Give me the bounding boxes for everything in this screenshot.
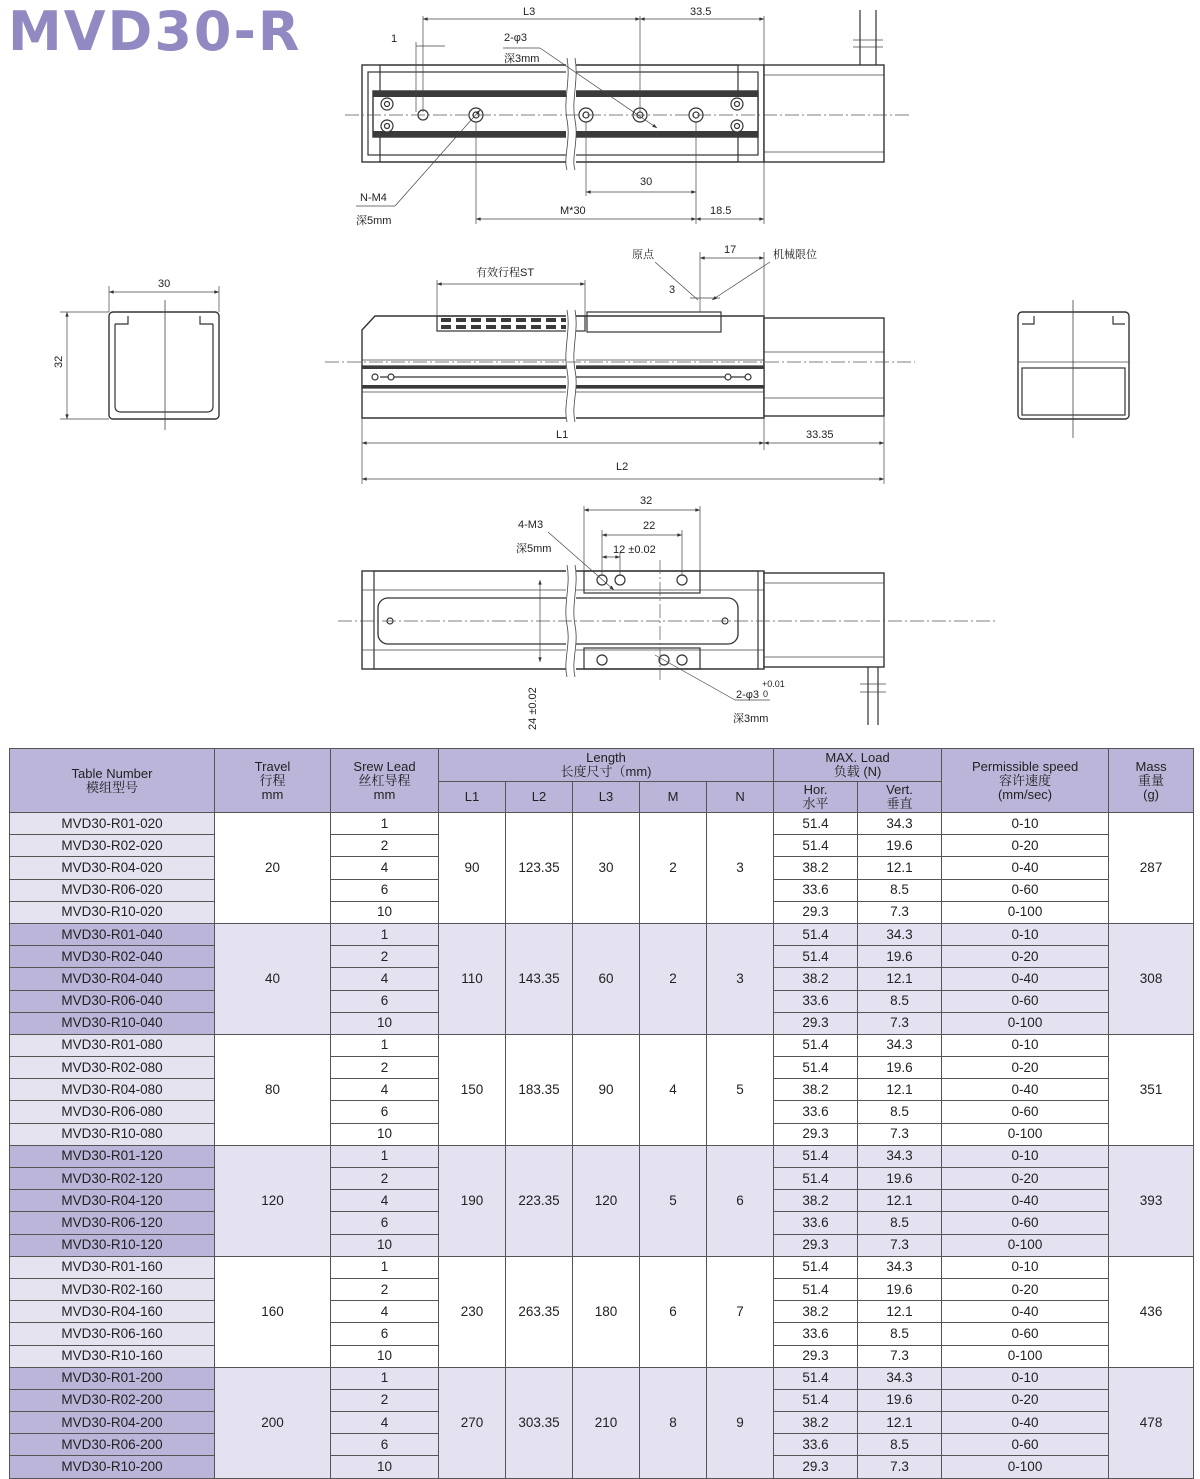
speed-cell: 0-10 xyxy=(942,923,1109,945)
l1-cell: 150 xyxy=(439,1034,506,1145)
vert-load-cell: 7.3 xyxy=(858,1234,942,1256)
vert-load-cell: 19.6 xyxy=(858,1168,942,1190)
lead-cell: 10 xyxy=(331,1456,439,1478)
model-cell: MVD30-R10-080 xyxy=(10,1123,215,1145)
l1-cell: 230 xyxy=(439,1256,506,1367)
hor-load-cell: 51.4 xyxy=(774,1389,858,1411)
lead-cell: 10 xyxy=(331,1123,439,1145)
hor-load-cell: 33.6 xyxy=(774,1434,858,1456)
mass-cell: 393 xyxy=(1109,1145,1194,1256)
mass-cell: 478 xyxy=(1109,1367,1194,1478)
top-holes-nm4: N-M4 xyxy=(360,192,387,204)
hor-load-cell: 33.6 xyxy=(774,990,858,1012)
model-cell: MVD30-R06-020 xyxy=(10,879,215,901)
table-group xyxy=(10,1256,1194,1367)
speed-cell: 0-60 xyxy=(942,1212,1109,1234)
bottom-dim-24: 24 ±0.02 xyxy=(527,687,539,730)
l2-cell: 223.35 xyxy=(506,1145,573,1256)
speed-cell: 0-100 xyxy=(942,901,1109,923)
lead-cell: 2 xyxy=(331,1057,439,1079)
travel-cell: 40 xyxy=(215,923,331,1034)
dim-l3: L3 xyxy=(523,6,536,18)
model-cell: MVD30-R01-200 xyxy=(10,1367,215,1389)
table-row xyxy=(10,1256,1194,1278)
table-group xyxy=(10,923,1194,1034)
bottom-dim-12: 12 ±0.02 xyxy=(613,544,656,556)
header-l1: L1 xyxy=(439,782,506,813)
bottom-view xyxy=(338,495,998,730)
model-cell: MVD30-R01-020 xyxy=(10,813,215,835)
l1-cell: 90 xyxy=(439,813,506,924)
table-group xyxy=(10,1145,1194,1256)
travel-cell: 160 xyxy=(215,1256,331,1367)
lead-cell: 4 xyxy=(331,1079,439,1101)
m-cell: 8 xyxy=(640,1367,707,1478)
vert-load-cell: 8.5 xyxy=(858,879,942,901)
hor-load-cell: 38.2 xyxy=(774,968,858,990)
side-view xyxy=(325,244,915,484)
origin-label: 原点 xyxy=(632,249,654,261)
hor-load-cell: 51.4 xyxy=(774,1145,858,1167)
speed-cell: 0-10 xyxy=(942,1367,1109,1389)
dim-l1: L1 xyxy=(556,429,569,441)
l1-cell: 110 xyxy=(439,923,506,1034)
lead-cell: 1 xyxy=(331,1256,439,1278)
model-cell: MVD30-R06-040 xyxy=(10,990,215,1012)
hor-load-cell: 29.3 xyxy=(774,901,858,923)
vert-load-cell: 8.5 xyxy=(858,990,942,1012)
model-cell: MVD30-R01-160 xyxy=(10,1256,215,1278)
hor-load-cell: 33.6 xyxy=(774,879,858,901)
top-holes-2phi3: 2-φ3 xyxy=(504,32,528,44)
vert-load-cell: 19.6 xyxy=(858,1278,942,1300)
hor-load-cell: 29.3 xyxy=(774,1012,858,1034)
model-cell: MVD30-R01-120 xyxy=(10,1145,215,1167)
vert-load-cell: 8.5 xyxy=(858,1212,942,1234)
travel-cell: 80 xyxy=(215,1034,331,1145)
speed-cell: 0-10 xyxy=(942,1145,1109,1167)
header-l3: L3 xyxy=(573,782,640,813)
hor-load-cell: 38.2 xyxy=(774,1412,858,1434)
speed-cell: 0-40 xyxy=(942,1190,1109,1212)
table-row xyxy=(10,813,1194,835)
hor-load-cell: 33.6 xyxy=(774,1323,858,1345)
hor-load-cell: 51.4 xyxy=(774,1057,858,1079)
hor-load-cell: 33.6 xyxy=(774,1212,858,1234)
lead-cell: 10 xyxy=(331,1234,439,1256)
lead-cell: 4 xyxy=(331,968,439,990)
table-row xyxy=(10,1034,1194,1056)
dim-3: 3 xyxy=(669,284,676,296)
dim-33-5: 33.5 xyxy=(690,6,712,18)
end-dim-30: 30 xyxy=(158,278,171,290)
bottom-holes-4m3: 4-M3 xyxy=(518,519,544,531)
right-end-view xyxy=(1018,300,1129,438)
speed-cell: 0-100 xyxy=(942,1456,1109,1478)
travel-cell: 120 xyxy=(215,1145,331,1256)
model-cell: MVD30-R02-080 xyxy=(10,1057,215,1079)
header-travel: Travel 行程 mm xyxy=(215,749,331,813)
m-cell: 6 xyxy=(640,1256,707,1367)
lead-cell: 1 xyxy=(331,813,439,835)
header-lead: Srew Lead 丝杠导程 mm xyxy=(331,749,439,813)
lead-cell: 6 xyxy=(331,1434,439,1456)
vert-load-cell: 12.1 xyxy=(858,968,942,990)
header-m: M xyxy=(640,782,707,813)
speed-cell: 0-100 xyxy=(942,1123,1109,1145)
vert-load-cell: 12.1 xyxy=(858,857,942,879)
lead-cell: 6 xyxy=(331,1323,439,1345)
speed-cell: 0-40 xyxy=(942,1079,1109,1101)
bottom-depth-3mm: 深3mm xyxy=(733,713,769,725)
table-row xyxy=(10,923,1194,945)
vert-load-cell: 8.5 xyxy=(858,1101,942,1123)
lead-cell: 2 xyxy=(331,1389,439,1411)
vert-load-cell: 34.3 xyxy=(858,1145,942,1167)
hor-load-cell: 51.4 xyxy=(774,835,858,857)
l3-cell: 180 xyxy=(573,1256,640,1367)
speed-cell: 0-40 xyxy=(942,1301,1109,1323)
hor-load-cell: 51.4 xyxy=(774,813,858,835)
top-depth-3mm: 深3mm xyxy=(504,53,540,65)
model-cell: MVD30-R10-160 xyxy=(10,1345,215,1367)
lead-cell: 6 xyxy=(331,1101,439,1123)
model-cell: MVD30-R04-160 xyxy=(10,1301,215,1323)
bottom-holes-2phi3: 2-φ3 xyxy=(736,689,760,701)
bottom-dim-22: 22 xyxy=(643,520,656,532)
table-row xyxy=(10,1367,1194,1389)
model-cell: MVD30-R10-200 xyxy=(10,1456,215,1478)
vert-load-cell: 7.3 xyxy=(858,1123,942,1145)
vert-load-cell: 7.3 xyxy=(858,1012,942,1034)
hor-load-cell: 51.4 xyxy=(774,1256,858,1278)
vert-load-cell: 12.1 xyxy=(858,1412,942,1434)
speed-cell: 0-40 xyxy=(942,857,1109,879)
model-cell: MVD30-R01-040 xyxy=(10,923,215,945)
speed-cell: 0-10 xyxy=(942,813,1109,835)
lead-cell: 4 xyxy=(331,1190,439,1212)
speed-cell: 0-100 xyxy=(942,1345,1109,1367)
vert-load-cell: 19.6 xyxy=(858,835,942,857)
lead-cell: 4 xyxy=(331,1412,439,1434)
lead-cell: 2 xyxy=(331,1168,439,1190)
travel-cell: 200 xyxy=(215,1367,331,1478)
table-group xyxy=(10,1034,1194,1145)
dim-18-5: 18.5 xyxy=(710,205,732,217)
speed-cell: 0-40 xyxy=(942,968,1109,990)
header-length: Length 长度尺寸（mm) xyxy=(439,749,774,782)
header-mass: Mass 重量 (g) xyxy=(1109,749,1194,813)
end-dim-32: 32 xyxy=(53,355,65,368)
l2-cell: 183.35 xyxy=(506,1034,573,1145)
l2-cell: 263.35 xyxy=(506,1256,573,1367)
table-row xyxy=(10,1145,1194,1167)
left-end-view xyxy=(53,278,219,430)
speed-cell: 0-100 xyxy=(942,1012,1109,1034)
speed-cell: 0-20 xyxy=(942,1389,1109,1411)
model-cell: MVD30-R02-020 xyxy=(10,835,215,857)
mech-limit-label: 机械限位 xyxy=(773,249,817,261)
header-speed: Permissible speed 容许速度 (mm/sec) xyxy=(942,749,1109,813)
model-cell: MVD30-R10-020 xyxy=(10,901,215,923)
l3-cell: 30 xyxy=(573,813,640,924)
vert-load-cell: 34.3 xyxy=(858,923,942,945)
header-hor: Hor. 水平 xyxy=(774,782,858,813)
dim-30-top: 30 xyxy=(640,176,653,188)
l3-cell: 90 xyxy=(573,1034,640,1145)
hor-load-cell: 38.2 xyxy=(774,1190,858,1212)
speed-cell: 0-20 xyxy=(942,835,1109,857)
dim-33-35: 33.35 xyxy=(806,429,834,441)
speed-cell: 0-60 xyxy=(942,1101,1109,1123)
dim-m30: M*30 xyxy=(560,205,586,217)
mass-cell: 308 xyxy=(1109,923,1194,1034)
hor-load-cell: 29.3 xyxy=(774,1123,858,1145)
m-cell: 4 xyxy=(640,1034,707,1145)
speed-cell: 0-20 xyxy=(942,1278,1109,1300)
l2-cell: 303.35 xyxy=(506,1367,573,1478)
lead-cell: 6 xyxy=(331,990,439,1012)
l3-cell: 120 xyxy=(573,1145,640,1256)
dim-l2: L2 xyxy=(616,461,629,473)
model-cell: MVD30-R04-120 xyxy=(10,1190,215,1212)
l1-cell: 270 xyxy=(439,1367,506,1478)
header-l2: L2 xyxy=(506,782,573,813)
hor-load-cell: 51.4 xyxy=(774,1168,858,1190)
model-cell: MVD30-R10-040 xyxy=(10,1012,215,1034)
hor-load-cell: 33.6 xyxy=(774,1101,858,1123)
vert-load-cell: 19.6 xyxy=(858,946,942,968)
l3-cell: 60 xyxy=(573,923,640,1034)
lead-cell: 10 xyxy=(331,1012,439,1034)
table-group xyxy=(10,813,1194,924)
hor-load-cell: 51.4 xyxy=(774,923,858,945)
model-cell: MVD30-R04-200 xyxy=(10,1412,215,1434)
speed-cell: 0-10 xyxy=(942,1034,1109,1056)
vert-load-cell: 8.5 xyxy=(858,1323,942,1345)
m-cell: 2 xyxy=(640,813,707,924)
model-cell: MVD30-R06-160 xyxy=(10,1323,215,1345)
hor-load-cell: 38.2 xyxy=(774,1079,858,1101)
speed-cell: 0-20 xyxy=(942,946,1109,968)
n-cell: 5 xyxy=(707,1034,774,1145)
speed-cell: 0-60 xyxy=(942,1323,1109,1345)
top-view xyxy=(345,6,912,227)
model-cell: MVD30-R04-080 xyxy=(10,1079,215,1101)
model-cell: MVD30-R02-160 xyxy=(10,1278,215,1300)
speed-cell: 0-20 xyxy=(942,1057,1109,1079)
vert-load-cell: 12.1 xyxy=(858,1301,942,1323)
bottom-tol-lower: 0 xyxy=(763,689,769,699)
lead-cell: 4 xyxy=(331,857,439,879)
vert-load-cell: 34.3 xyxy=(858,1367,942,1389)
lead-cell: 1 xyxy=(331,1367,439,1389)
top-depth-5mm: 深5mm xyxy=(356,215,392,227)
dim-1: 1 xyxy=(391,33,398,45)
bottom-tol-upper: +0.01 xyxy=(762,679,785,689)
vert-load-cell: 7.3 xyxy=(858,1456,942,1478)
bottom-dim-32: 32 xyxy=(640,495,653,507)
lead-cell: 1 xyxy=(331,1145,439,1167)
speed-cell: 0-60 xyxy=(942,879,1109,901)
hor-load-cell: 29.3 xyxy=(774,1234,858,1256)
header-n: N xyxy=(707,782,774,813)
model-cell: MVD30-R04-040 xyxy=(10,968,215,990)
table-group xyxy=(10,1367,1194,1478)
model-cell: MVD30-R02-040 xyxy=(10,946,215,968)
model-cell: MVD30-R04-020 xyxy=(10,857,215,879)
lead-cell: 10 xyxy=(331,1345,439,1367)
lead-cell: 6 xyxy=(331,1212,439,1234)
lead-cell: 10 xyxy=(331,901,439,923)
speed-cell: 0-40 xyxy=(942,1412,1109,1434)
mass-cell: 287 xyxy=(1109,813,1194,924)
travel-cell: 20 xyxy=(215,813,331,924)
header-model: Table Number 模组型号 xyxy=(10,749,215,813)
header-load: MAX. Load 负载 (N) xyxy=(774,749,942,782)
hor-load-cell: 51.4 xyxy=(774,1278,858,1300)
vert-load-cell: 34.3 xyxy=(858,1034,942,1056)
lead-cell: 4 xyxy=(331,1301,439,1323)
vert-load-cell: 34.3 xyxy=(858,813,942,835)
model-cell: MVD30-R06-120 xyxy=(10,1212,215,1234)
vert-load-cell: 12.1 xyxy=(858,1079,942,1101)
l2-cell: 123.35 xyxy=(506,813,573,924)
n-cell: 7 xyxy=(707,1256,774,1367)
n-cell: 6 xyxy=(707,1145,774,1256)
hor-load-cell: 29.3 xyxy=(774,1456,858,1478)
mass-cell: 436 xyxy=(1109,1256,1194,1367)
l2-cell: 143.35 xyxy=(506,923,573,1034)
hor-load-cell: 51.4 xyxy=(774,946,858,968)
l3-cell: 210 xyxy=(573,1367,640,1478)
model-cell: MVD30-R06-080 xyxy=(10,1101,215,1123)
n-cell: 3 xyxy=(707,813,774,924)
hor-load-cell: 38.2 xyxy=(774,1301,858,1323)
model-cell: MVD30-R02-200 xyxy=(10,1389,215,1411)
lead-cell: 2 xyxy=(331,1278,439,1300)
header-vert: Vert. 垂直 xyxy=(858,782,942,813)
lead-cell: 2 xyxy=(331,946,439,968)
m-cell: 2 xyxy=(640,923,707,1034)
speed-cell: 0-20 xyxy=(942,1168,1109,1190)
hor-load-cell: 51.4 xyxy=(774,1034,858,1056)
l1-cell: 190 xyxy=(439,1145,506,1256)
spec-table xyxy=(9,748,1194,1479)
speed-cell: 0-100 xyxy=(942,1234,1109,1256)
m-cell: 5 xyxy=(640,1145,707,1256)
hor-load-cell: 51.4 xyxy=(774,1367,858,1389)
lead-cell: 2 xyxy=(331,835,439,857)
vert-load-cell: 7.3 xyxy=(858,1345,942,1367)
page-title: MVD30-R xyxy=(8,0,302,63)
n-cell: 9 xyxy=(707,1367,774,1478)
speed-cell: 0-10 xyxy=(942,1256,1109,1278)
stroke-label: 有效行程ST xyxy=(476,267,535,279)
vert-load-cell: 19.6 xyxy=(858,1057,942,1079)
vert-load-cell: 8.5 xyxy=(858,1434,942,1456)
speed-cell: 0-60 xyxy=(942,1434,1109,1456)
lead-cell: 6 xyxy=(331,879,439,901)
model-cell: MVD30-R10-120 xyxy=(10,1234,215,1256)
hor-load-cell: 29.3 xyxy=(774,1345,858,1367)
mass-cell: 351 xyxy=(1109,1034,1194,1145)
n-cell: 3 xyxy=(707,923,774,1034)
lead-cell: 1 xyxy=(331,923,439,945)
hor-load-cell: 38.2 xyxy=(774,857,858,879)
vert-load-cell: 34.3 xyxy=(858,1256,942,1278)
model-cell: MVD30-R01-080 xyxy=(10,1034,215,1056)
vert-load-cell: 19.6 xyxy=(858,1389,942,1411)
model-cell: MVD30-R06-200 xyxy=(10,1434,215,1456)
model-cell: MVD30-R02-120 xyxy=(10,1168,215,1190)
spec-table-header xyxy=(10,749,1194,813)
bottom-depth-5mm: 深5mm xyxy=(516,543,552,555)
lead-cell: 1 xyxy=(331,1034,439,1056)
vert-load-cell: 12.1 xyxy=(858,1190,942,1212)
vert-load-cell: 7.3 xyxy=(858,901,942,923)
dim-17: 17 xyxy=(724,244,737,256)
speed-cell: 0-60 xyxy=(942,990,1109,1012)
